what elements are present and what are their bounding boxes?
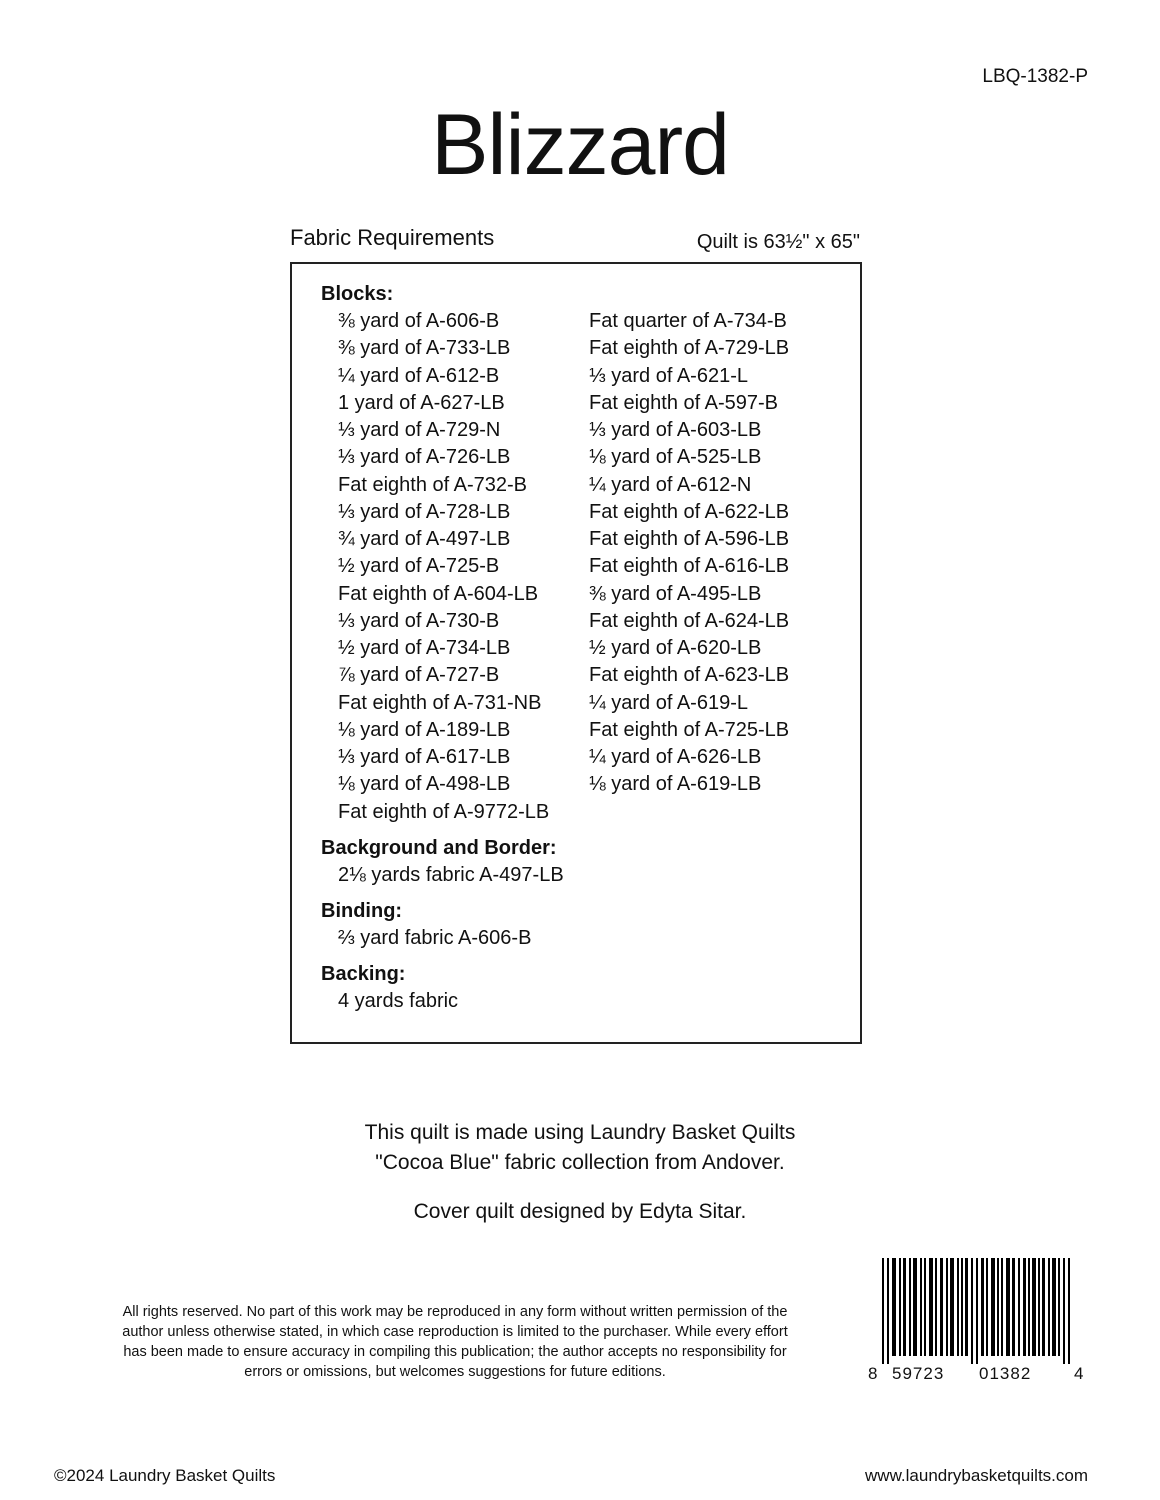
blocks-list-left [338,308,549,826]
background-border-heading: Background and Border: [321,837,557,859]
blocks-heading: Blocks: [321,283,394,305]
list-item: ⅜ yard of A-606-B [338,310,500,332]
list-item: Fat eighth of A-623-LB [589,664,790,687]
binding-heading: Binding: [321,900,403,922]
backing-heading: Backing: [321,963,406,985]
legal-line: has been made to ensure accuracy in compiling this publication; the author accepts no responsibility for [123,1344,787,1360]
list-item: ⅞ yard of A-727-B [338,664,500,687]
list-item: Fat eighth of A-604-LB [338,582,539,605]
list-item: ⅛ yard of A-189-LB [338,718,511,741]
list-item: ⅓ yard of A-730-B [338,609,500,632]
barcode-digit-last: 4 [1074,1364,1085,1383]
list-item: ½ yard of A-734-LB [338,637,511,659]
list-item: Fat eighth of A-731-NB [338,691,542,714]
list-item: ½ yard of A-620-LB [589,637,762,659]
list-item: Fat eighth of A-616-LB [589,555,790,578]
list-item: ¼ yard of A-619-L [589,691,748,714]
fabric-requirements-heading: Fabric Requirements [290,225,495,250]
list-item: ½ yard of A-725-B [338,555,500,578]
barcode-group-left: 59723 [892,1364,945,1383]
list-item: ⅓ yard of A-603-LB [589,419,762,441]
list-item: ⅜ yard of A-733-LB [338,337,511,360]
list-item: ⅛ yard of A-619-LB [589,773,762,796]
list-item: Fat eighth of A-9772-LB [338,800,550,823]
list-item: ⅓ yard of A-726-LB [338,446,511,469]
list-item: Fat eighth of A-597-B [589,391,779,414]
backing-item: 4 yards fabric [338,990,459,1012]
legal-notice [70,1302,840,1382]
designer-credit: Cover quilt designed by Edyta Sitar. [413,1200,747,1223]
binding-item: ⅔ yard fabric A-606-B [338,927,532,949]
list-item: ¼ yard of A-626-LB [589,746,762,768]
list-item: ⅛ yard of A-525-LB [589,446,762,469]
legal-line: errors or omissions, but welcomes suggestions for future editions. [244,1364,666,1380]
list-item: Fat quarter of A-734-B [589,310,787,332]
pattern-sku: LBQ-1382-P [982,66,1088,87]
quilt-size: Quilt is 63½" x 65" [696,231,860,253]
list-item: Fat eighth of A-596-LB [589,528,790,550]
list-item: Fat eighth of A-729-LB [589,337,790,360]
legal-line: author unless otherwise stated, in which case reproduction is limited to the purchaser. While every effort [122,1324,788,1340]
list-item: Fat eighth of A-622-LB [589,500,790,523]
barcode-image [866,1258,1086,1376]
list-item: ¼ yard of A-612-N [589,473,752,496]
website-url: www.laundrybasketquilts.com [865,1466,1088,1485]
list-item: ⅓ yard of A-617-LB [338,746,511,768]
list-item: ⅛ yard of A-498-LB [338,773,511,796]
copyright-notice: ©2024 Laundry Basket Quilts [54,1466,276,1485]
list-item: Fat eighth of A-732-B [338,473,528,496]
barcode-digit-first: 8 [868,1364,879,1383]
list-item: ⅜ yard of A-495-LB [589,582,762,605]
blocks-list-right [589,308,789,799]
barcode-bars [866,1258,1086,1364]
list-item: Fat eighth of A-624-LB [589,609,790,632]
list-item: ⅓ yard of A-729-N [338,419,501,441]
list-item: Fat eighth of A-725-LB [589,718,790,741]
list-item: ⅓ yard of A-728-LB [338,500,511,523]
background-border-item: 2⅛ yards fabric A-497-LB [338,864,564,886]
barcode-group-right: 01382 [979,1364,1032,1383]
fabric-collection-credit-line1: This quilt is made using Laundry Basket Quilts [364,1121,796,1144]
list-item: 1 yard of A-627-LB [338,391,505,414]
list-item: ⅓ yard of A-621-L [589,364,748,387]
pattern-title: Blizzard [431,97,729,193]
list-item: ¼ yard of A-612-B [338,364,500,387]
legal-line: All rights reserved. No part of this work may be reproduced in any form without written permission of the [122,1304,788,1320]
list-item: ¾ yard of A-497-LB [338,528,511,550]
fabric-collection-credit-line2: "Cocoa Blue" fabric collection from Andover. [375,1151,785,1174]
